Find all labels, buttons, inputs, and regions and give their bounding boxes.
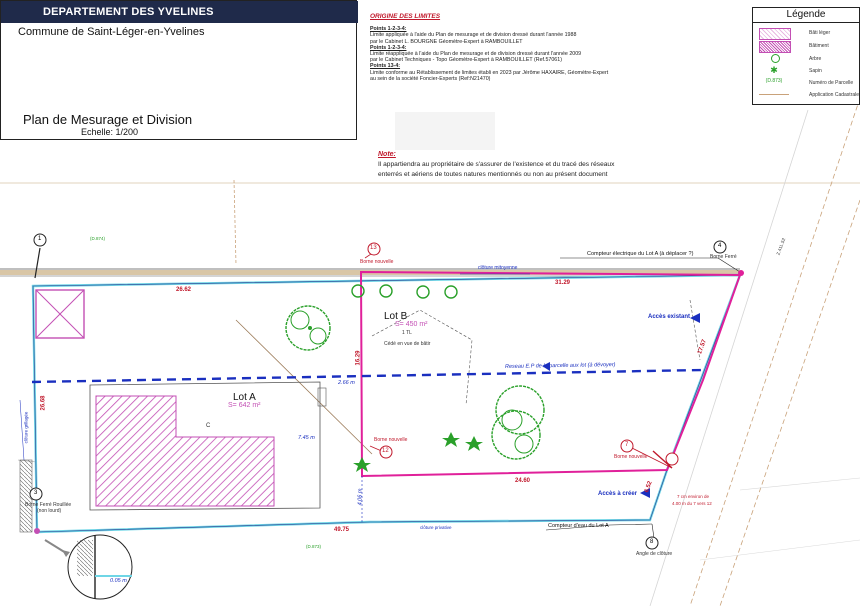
title-block <box>0 0 357 140</box>
point-number: 12 <box>382 448 389 454</box>
road-label: Z.41L.52 <box>775 237 787 256</box>
shrub-icon <box>352 285 457 298</box>
origin-points: Points 1-2-3-4: <box>370 26 407 33</box>
scale-label: Echelle: 1/200 <box>81 127 139 137</box>
note-text: Il appartiendra au propriétaire de s'assurer de l'existence et du tracé des réseaux <box>378 161 615 168</box>
origin-text: Limite conforme au Rétablissement de limites établi en 2023 par Jérôme HAXAIRE, Géomètre-Expert <box>370 69 609 76</box>
department-title: DEPARTEMENT DES YVELINES <box>43 6 214 18</box>
point-label: Borne nouvelle <box>360 259 394 265</box>
dimension-label: 16.29 <box>355 350 362 366</box>
cloture-grillagee: clôture grillagée <box>23 411 29 444</box>
fir-icon <box>353 432 483 472</box>
legend-title: Légende <box>753 8 859 23</box>
lot-a-name: Lot A <box>233 392 256 403</box>
legend-box <box>752 7 860 105</box>
dimension-label: 26.62 <box>176 287 192 293</box>
origin-text: par le Cabinet L. BOURGNE Géomètre-Expert à RAMBOUILLET <box>370 38 523 45</box>
note-text: enterrés et aériens de toutes natures mentionnés ou non au présent document <box>378 171 608 178</box>
parcel-number: (D.873) <box>306 544 322 549</box>
lot-a-area: S= 642 m² <box>228 402 261 409</box>
lot-b-name: Lot B <box>384 311 408 322</box>
dimension-label: 49.75 <box>334 527 350 533</box>
dimension-label: 24.60 <box>515 478 531 484</box>
lot-b-note: Cédé en vue de bâtir <box>384 341 431 347</box>
origin-section <box>370 14 670 82</box>
origin-text: par le Cabinet Techniques - Topo Géomètre-Expert à RAMBOUILLET (Ref.57061) <box>370 57 562 64</box>
legend-item: Bâtiment <box>759 39 860 57</box>
point-label: Borne nouvelle <box>614 454 648 460</box>
network-label: Reseau E.P de la parcelle aux lot (à dévoyer) <box>504 362 616 370</box>
point-label: Borne nouvelle <box>374 437 408 443</box>
note-heading: Note: <box>378 151 396 158</box>
point-label: (non lourd) <box>37 508 62 514</box>
fir-icon: ✱ <box>770 65 778 75</box>
dimension-label: 26.68 <box>40 395 47 411</box>
acces-creer-label: Accès à créer <box>598 491 638 497</box>
point-number: 13 <box>370 245 377 251</box>
cadastre-line <box>700 540 860 560</box>
dimension-label: 6.52 <box>644 480 654 494</box>
corner-marker <box>738 270 744 276</box>
survey-point-7b <box>666 453 678 465</box>
decal-note-2: 4.00 m du 7 vers 12 <box>672 501 712 506</box>
plan-title: Plan de Mesurage et Division <box>23 112 193 127</box>
point-label: Angle de clôture <box>636 551 673 557</box>
parcel-number: (D.874) <box>90 236 106 241</box>
origin-text: au sein de la société Foncier-Experts (Ref:N21470) <box>370 75 491 82</box>
point-number: 8 <box>650 539 654 545</box>
road-line <box>720 200 860 606</box>
network-line <box>32 370 703 382</box>
point-number: 1 <box>38 236 42 242</box>
compteur-elec-label: Compteur électrique du Lot A (à déplacer ?) <box>587 251 694 257</box>
point-number: 7 <box>625 442 629 448</box>
legend-item: ✱ Sapin <box>759 64 860 82</box>
cloture-privative: clôture privative <box>420 525 452 530</box>
point-label: Borne Ferré <box>710 254 737 260</box>
building-label: C <box>206 423 211 429</box>
lot-b-boundary <box>361 272 740 476</box>
lot-b-area: S= 450 m² <box>395 321 428 328</box>
origin-text: Limite appliquée à l'aide du Plan de mesurage et de division dressé durant l'année 1988 <box>370 32 577 39</box>
origin-text: Limite réappliquée à l'aide du Plan de mesurage et de division dressé durant l'année 2009 <box>370 51 582 58</box>
origin-heading: ORIGINE DES LIMITES <box>370 13 441 20</box>
cadastre-line <box>234 180 236 265</box>
road-line <box>650 110 808 606</box>
legend-item: Bâti léger <box>759 26 860 44</box>
tree-icon <box>286 306 330 350</box>
point-label: Borne Ferré Rouillée <box>25 502 72 508</box>
dimension-label: 2.66 m <box>338 380 355 386</box>
legend-item: Arbre <box>759 52 860 70</box>
dimension-label: 17.57 <box>697 338 708 356</box>
point-number: 3 <box>34 490 38 496</box>
compteur-eau-label: Compteur d'eau du Lot A <box>548 523 609 529</box>
legend-item: (D.873) Numéro de Parcelle <box>765 78 854 86</box>
dimension-label: 0.05 m <box>110 578 127 584</box>
decal-note: 7 cm environ de <box>677 494 710 499</box>
origin-points: Points 13-4: <box>370 63 401 70</box>
building-lot-a <box>96 396 274 506</box>
dimension-label: 31.29 <box>555 280 571 286</box>
dimension-label: 7.45 m <box>298 435 315 441</box>
cadastre-line <box>740 478 860 490</box>
dimension-label: 4.06 m <box>357 488 364 506</box>
background-block <box>395 112 495 150</box>
lot-b-sub: 1 TL <box>402 330 412 336</box>
commune-title: Commune de Saint-Léger-en-Yvelines <box>18 26 205 38</box>
note-section <box>378 150 678 180</box>
tree-icon <box>492 386 544 459</box>
legend-item: Application Cadastrale <box>759 88 860 106</box>
cloture-mitoyenne: clôture mitoyenne <box>478 265 518 271</box>
cadastre-line <box>236 320 372 454</box>
point-number: 4 <box>718 243 722 249</box>
road-line <box>690 98 860 606</box>
origin-points: Points 1-2-3-4: <box>370 44 407 51</box>
acces-existant-label: Accès existant <box>648 314 691 320</box>
